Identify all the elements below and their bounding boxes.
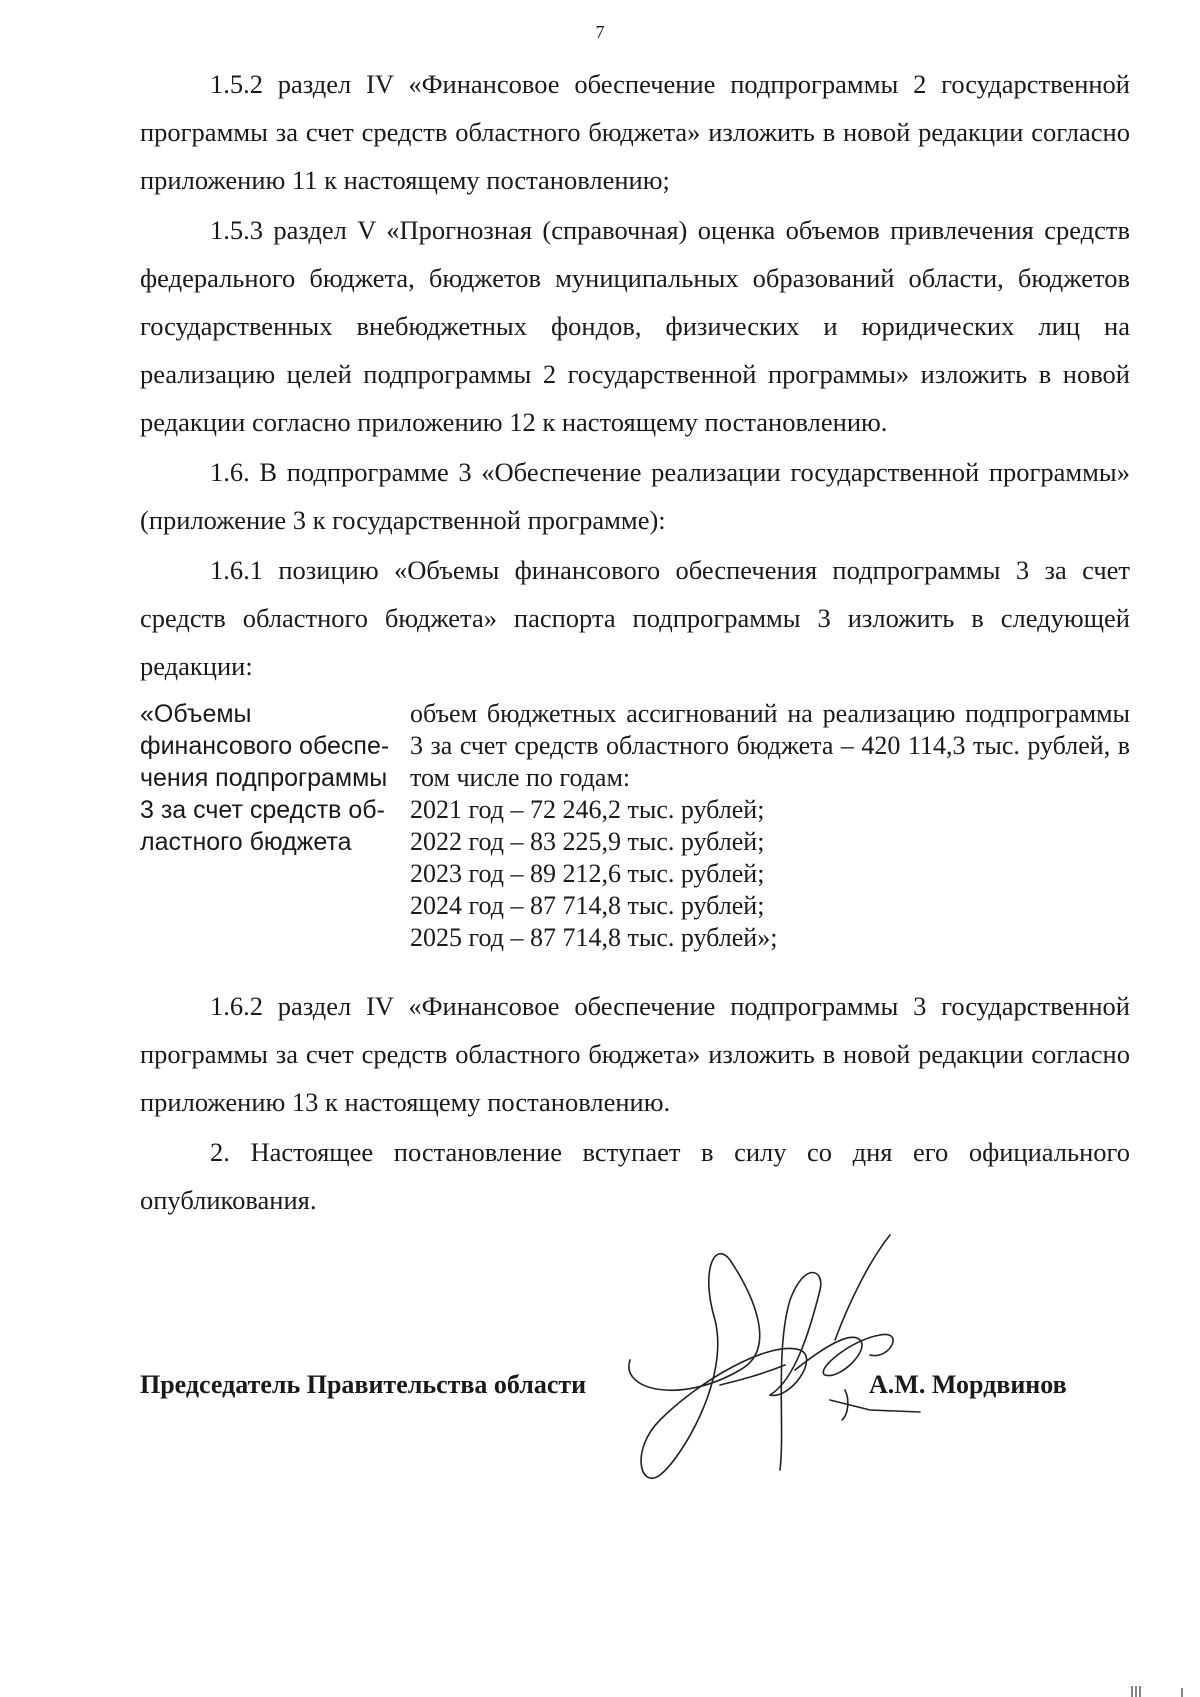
passport-year-line: 2023 год – 89 212,6 тыс. рублей; [410, 859, 765, 888]
scan-edge-marks [1130, 1680, 1190, 1697]
passport-label-line: ластного бюджета [140, 828, 352, 856]
document-body [140, 60, 1130, 1226]
page-number: 7 [595, 22, 605, 42]
passport-year-line: 2021 год – 72 246,2 тыс. рублей; [410, 795, 765, 824]
paragraph-2: 2. Настоящее постановление вступает в силу со дня его официального опубликования. [140, 1137, 1130, 1215]
passport-label [140, 698, 410, 954]
passport-year-line: 2024 год – 87 714,8 тыс. рублей; [410, 891, 765, 920]
passport-intro: объем бюджетных ассигнований на реализацию подпрограммы 3 за счет средств областного бюджета – 420 114,3 тыс. рублей, в том числе по годам: [410, 699, 1130, 792]
paragraph-1-5-2: 1.5.2 раздел IV «Финансовое обеспечение подпрограммы 2 государственной программы за счет средств областного бюджета» изложить в новой редакции согласно приложению 11 к настоящему постановлению; [140, 69, 1130, 195]
paragraph-1-6-2: 1.6.2 раздел IV «Финансовое обеспечение подпрограммы 3 государственной программы за счет средств областного бюджета» изложить в новой редакции согласно приложению 13 к настоящему постановлению. [140, 991, 1130, 1117]
paragraph-1-6: 1.6. В подпрограмме 3 «Обеспечение реализации государственной программы» (приложение 3 к государственной программе): [140, 457, 1130, 535]
passport-table [140, 698, 1130, 954]
passport-label-line: «Объемы [140, 700, 252, 728]
passport-label-line: чения подпрограммы [140, 764, 388, 792]
paragraph-1-6-1: 1.6.1 позицию «Объемы финансового обеспечения подпрограммы 3 за счет средств областного бюджета» паспорта подпрограммы 3 изложить в следующей редакции: [140, 555, 1130, 681]
signatory-name: А.М. Мордвинов [869, 1370, 1067, 1399]
passport-label-line: 3 за счет средств об- [140, 796, 385, 824]
paragraph-1-5-3: 1.5.3 раздел V «Прогнозная (справочная) оценка объемов привлечения средств федерального бюджета, бюджетов муниципальных образований области, бюджетов государственных внебюджетных фондов, физических и юридических лиц на реализацию целей подпрограммы 2 государственной программы» изложить в новой редакции согласно приложению 12 к настоящему постановлению. [140, 215, 1130, 437]
signatory-position: Председатель Правительства области [140, 1370, 587, 1399]
passport-value [410, 698, 1130, 954]
passport-label-line: финансового обеспе- [140, 732, 390, 760]
passport-year-line: 2025 год – 87 714,8 тыс. рублей»; [410, 923, 778, 952]
passport-year-line: 2022 год – 83 225,9 тыс. рублей; [410, 827, 765, 856]
signature-block [140, 1370, 1130, 1410]
handwritten-signature [620, 1230, 940, 1500]
